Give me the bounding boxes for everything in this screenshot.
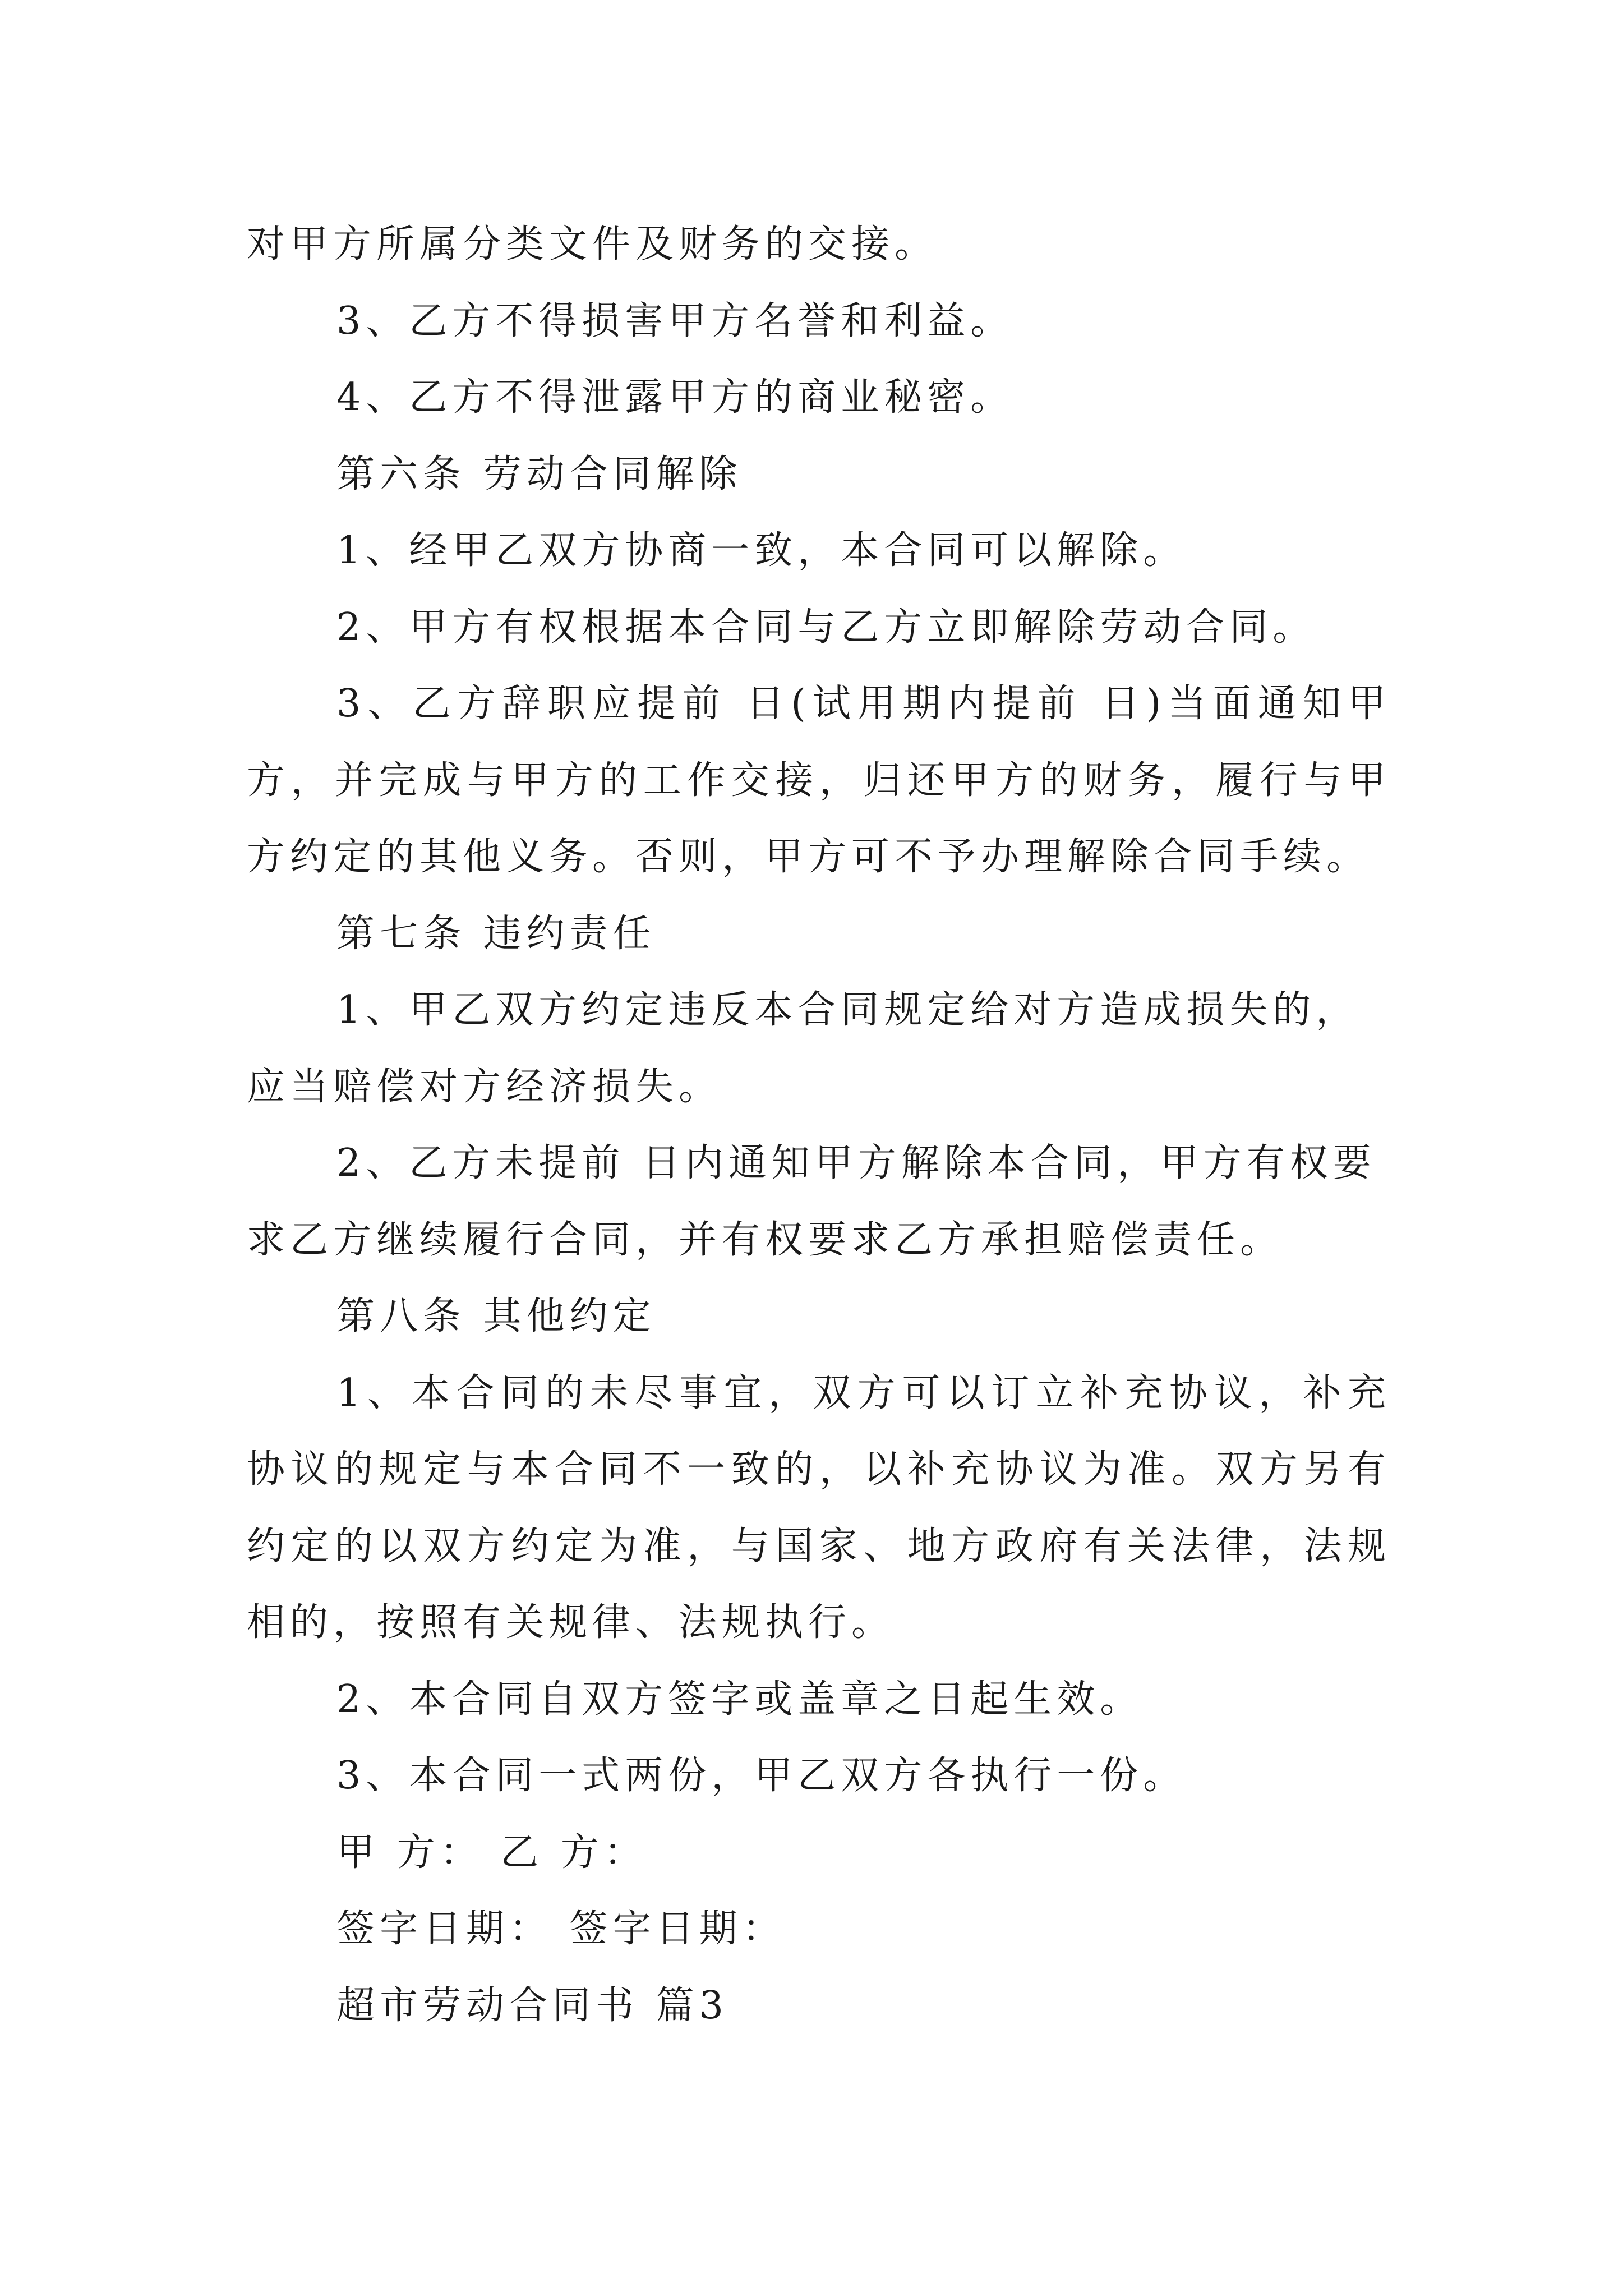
text-line: 2、本合同自双方签字或盖章之日起生效。 <box>336 1677 1144 1722</box>
section-heading: 第八条 其他约定 <box>336 1294 656 1338</box>
text-line: 约定的以双方约定为准，与国家、地方政府有关法律，法规 <box>247 1524 1391 1568</box>
signature-date-labels: 签字日期： 签字日期： <box>336 1907 786 1951</box>
text-line: 求乙方继续履行合同，并有权要求乙方承担赔偿责任。 <box>247 1217 1284 1262</box>
text-line: 3、乙方辞职应提前 日(试用期内提前 日)当面通知甲 <box>336 682 1391 726</box>
text-line: 方，并完成与甲方的工作交接，归还甲方的财务，履行与甲 <box>247 758 1391 803</box>
document-body <box>247 206 1391 2044</box>
text-line: 1、本合同的未尽事宜，双方可以订立补充协议，补充 <box>336 1370 1391 1415</box>
text-line: 2、乙方未提前 日内通知甲方解除本合同，甲方有权要 <box>336 1141 1376 1185</box>
text-line: 2、甲方有权根据本合同与乙方立即解除劳动合同。 <box>336 605 1316 650</box>
party-labels: 甲 方： 乙 方： <box>336 1830 647 1875</box>
section-heading: 第六条 劳动合同解除 <box>336 452 743 496</box>
text-line: 3、乙方不得损害甲方名誉和利益。 <box>336 298 1014 343</box>
section-heading: 第七条 违约责任 <box>336 911 656 956</box>
text-line: 1、经甲乙双方协商一致，本合同可以解除。 <box>336 528 1187 573</box>
text-line: 4、乙方不得泄露甲方的商业秘密。 <box>336 375 1014 420</box>
text-line: 相的，按照有关规律、法规执行。 <box>247 1600 895 1645</box>
text-line: 1、甲乙双方约定违反本合同规定给对方造成损失的， <box>336 988 1359 1032</box>
text-line: 应当赔偿对方经济损失。 <box>247 1064 722 1109</box>
text-line: 方约定的其他义务。否则，甲方可不予办理解除合同手续。 <box>247 835 1370 879</box>
section-title: 超市劳动合同书 篇3 <box>336 1983 728 2028</box>
text-line: 对甲方所属分类文件及财务的交接。 <box>247 222 938 266</box>
text-line: 协议的规定与本合同不一致的，以补充协议为准。双方另有 <box>247 1447 1391 1492</box>
text-line: 3、本合同一式两份，甲乙双方各执行一份。 <box>336 1754 1187 1798</box>
